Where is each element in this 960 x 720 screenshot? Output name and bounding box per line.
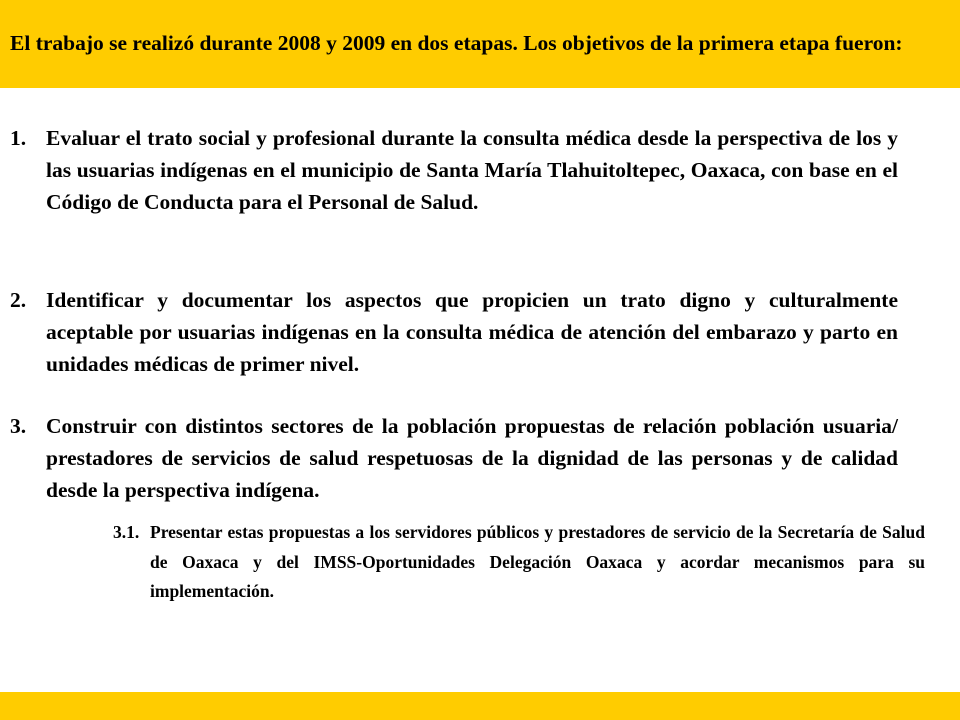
footer-bar <box>0 692 960 720</box>
objective-item <box>10 410 898 507</box>
subobjective-number: 3.1. <box>113 522 140 542</box>
objective-text: Identificar y documentar los aspectos que propicien un trato digno y culturalmente aceptable por usuarias indígenas en la consulta médica de atención del embarazo y parto en unidades médicas de primer nivel. <box>46 288 898 377</box>
objective-number: 3. <box>10 414 27 438</box>
objective-item <box>10 122 898 219</box>
objective-number: 2. <box>10 288 27 312</box>
objective-text: Evaluar el trato social y profesional durante la consulta médica desde la perspectiva de los y las usuarias indígenas en el municipio de Santa María Tlahuitoltepec, Oaxaca, con base en el Código de Conducta para el Personal de Salud. <box>46 126 898 215</box>
header-text: El trabajo se realizó durante 2008 y 2009 en dos etapas. Los objetivos de la primera etapa fueron: <box>10 31 903 55</box>
header-bar <box>0 0 960 88</box>
objective-item <box>10 284 898 381</box>
objective-text: Construir con distintos sectores de la población propuestas de relación población usuaria/ prestadores de servicios de salud respetuosas de la dignidad de las personas y de calidad desde la perspectiva indígena. <box>46 414 898 503</box>
subobjective-text: Presentar estas propuestas a los servidores públicos y prestadores de servicio de la Secretaría de Salud de Oaxaca y del IMSS-Oportunidades Delegación Oaxaca y acordar mecanismos para su implementación. <box>150 522 925 601</box>
subobjective-item <box>113 518 925 607</box>
objective-number: 1. <box>10 126 27 150</box>
